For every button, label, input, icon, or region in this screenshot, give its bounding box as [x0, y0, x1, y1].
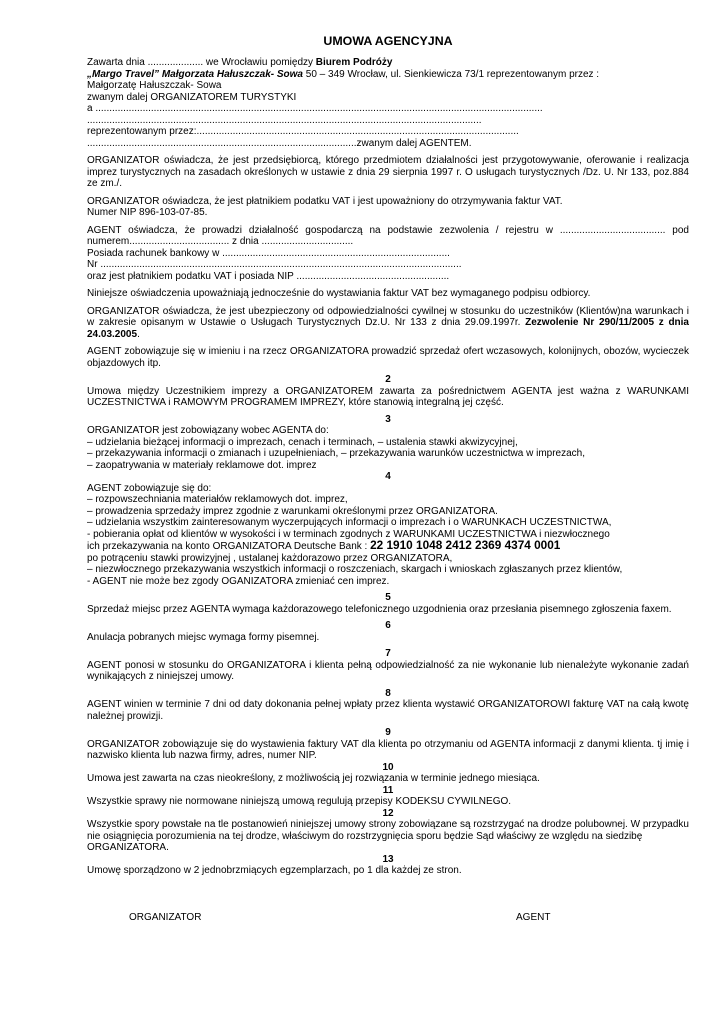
section-4-line: - pobierania opłat od klientów w wysokości i w terminach zgodnych z WARUNKAMI UCZESTNICTWA i niezwłocznego [87, 528, 610, 540]
section-5-text: Sprzedaż miejsc przez AGENTA wymaga każdorazowego telefonicznego uzgodnienia oraz przesłania pisemnego zgłoszenia faxem. [87, 603, 672, 615]
section-12-text: Wszystkie spory powstałe na tle postanowień niniejszej umowy strony zobowiązane są rozstrzygać na drodze polubownej. W przypadku nie osiągnięcia porozumienia na tej drodze, właściwym do rozstrzygnięcia sporu będzie Sąd właściwy ze względu na siedzibę ORGANIZATORA. [87, 819, 689, 853]
permit-period: . [137, 328, 140, 340]
section-number-10: 10 [382, 761, 394, 773]
section-number-4: 4 [385, 471, 391, 482]
section-13-text: Umowę sporządzono w 2 jednobrzmiących egzemplarzach, po 1 dla każdej ze stron. [87, 865, 462, 876]
sales-obligation: AGENT zobowiązuje się w imieniu i na rzecz ORGANIZATORA prowadzić sprzedaż ofert wczasowych, kolonijnych, obozów, wycieczek objazdowych itp. [87, 346, 689, 369]
invoice-authorization: Niniejsze oświadczenia upoważniają jednocześnie do wystawiania faktur VAT bez wymaganego podpisu odbiorcy. [87, 288, 591, 299]
section-number-11: 11 [382, 784, 394, 796]
section-number-3: 3 [385, 413, 391, 425]
section-3-line: – zaopatrywania w materiały reklamowe dot. imprez [87, 459, 317, 471]
organizer-signature-label: ORGANIZATOR [129, 912, 202, 923]
section-4-line: AGENT zobowiązuje się do: [87, 482, 212, 494]
section-number-8: 8 [385, 687, 391, 699]
section-3-line: – udzielania bieżącej informacji o imprezach, cenach i terminach, – ustalenia stawki akwizycyjnej, [87, 436, 518, 448]
bank-account-number: 22 1910 1048 2412 2369 4374 0001 [370, 538, 561, 552]
section-8-text: AGENT winien w terminie 7 dni od daty dokonania pełnej wpłaty przez klienta wystawić ORGANIZATOROWI fakturę VAT na całą kwotę należnej prowizji. [87, 699, 689, 722]
agent-designation: .................................................................................................zwanym dalej AGENTEM. [87, 137, 472, 149]
organizer-declaration: ORGANIZATOR oświadcza, że jest przedsiębiorcą, którego przedmiotem działalności jest przygotowywanie, oferowanie i realizacja imprez turystycznych na zasadach określonych w ustawie z dnia 29 sierpnia 1997 r. O usługach turystycznych /Dz. U. Nr 133, poz.884 ze zm./. [87, 155, 689, 189]
agent-declaration: AGENT oświadcza, że prowadzi działalność gospodarczą na podstawie zezwolenia / rejestru w ...................................... pod numerem.................................... z dnia ................................. [87, 224, 689, 247]
section-9-text: ORGANIZATOR zobowiązuje się do wystawienia faktury VAT dla klienta po otrzymaniu od AGENTA informacji z danymi klienta. tj imię i nazwisko klienta lub nazwa firmy, adres, numer NIP. [87, 738, 689, 761]
section-number-7: 7 [385, 648, 391, 659]
section-3-line: ORGANIZATOR jest zobowiązany wobec AGENTA do: [87, 425, 329, 436]
section-number-5: 5 [385, 592, 391, 603]
section-number-6: 6 [385, 620, 391, 631]
section-10-text: Umowa jest zawarta na czas nieokreślony, z możliwością jej rozwiązania w terminie jednego miesiąca. [87, 773, 540, 784]
section-7-text: AGENT ponosi w stosunku do ORGANIZATORA i klienta pełną odpowiedzialność za nie wykonanie lub nienależyte wykonanie zadań wynikających z niniejszej umowy. [87, 659, 689, 682]
company-address: 50 – 349 Wrocław, ul. Sienkiewicza 73/1 reprezentowanym przez : [303, 68, 600, 80]
insurance-declaration [87, 306, 689, 341]
section-number-2: 2 [385, 374, 391, 385]
bank-account-label: ich przekazywania na konto ORGANIZATORA Deutsche Bank : [87, 541, 371, 552]
agent-address-blank: .............................................................................................................................................. [87, 114, 482, 126]
parties-section [87, 57, 689, 149]
agent-representative-blank: reprezentowanym przez:.................................................................................................................... [87, 126, 519, 137]
agent-name-blank: a ................................................................................................................................................................. [87, 103, 543, 114]
organizer-designation: zwanym dalej ORGANIZATOREM TURYSTYKI [87, 91, 297, 103]
section-4-line: – rozpowszechniania materiałów reklamowych dot. imprez, [87, 494, 348, 505]
section-3-line: – przekazywania informacji o zmianach i uzupełnieniach, – przekazywania warunków uczestnictwa w imprezach, [87, 448, 586, 459]
agent-nip-blank: oraz jest płatnikiem podatku VAT i posiada NIP ....................................................... [87, 270, 450, 282]
agent-bank-blank: Posiada rachunek bankowy w .................................................................................. [87, 247, 450, 259]
agent-account-blank: Nr .................................................................................................................................. [87, 259, 462, 270]
section-4-line: po potrąceniu stawki prowizyjnej , ustalanej każdorazowo przez ORGANIZATORA, [87, 552, 453, 564]
section-6-text: Anulacja pobranych miejsc wymaga formy pisemnej. [87, 631, 320, 643]
section-2-text: Umowa między Uczestnikiem imprezy a ORGANIZATOREM zawarta za pośrednictwem AGENTA jest ważna z WARUNKAMI UCZESTNICTWA i RAMOWYM PROGRAMEM IMPREZY, które stanowią integralną jej część. [87, 385, 689, 408]
bank-account-line [87, 540, 689, 553]
section-number-12: 12 [382, 807, 394, 819]
section-11-text: Wszystkie sprawy nie normowane niniejszą umową regulują przepisy KODEKSU CYWILNEGO. [87, 796, 512, 807]
agent-signature-label: AGENT [516, 912, 551, 923]
section-number-13: 13 [382, 853, 394, 865]
company-name: „Margo Travel” Małgorzata Hałuszczak- Sowa [87, 68, 303, 80]
vat-declaration: ORGANIZATOR oświadcza, że jest płatnikiem podatku VAT i jest upoważniony do otrzymywania faktur VAT. [87, 195, 563, 207]
insurance-text: ORGANIZATOR oświadcza, że jest ubezpieczony od odpowiedzialności cywilnej w stosunku do uczestników (Klientów)na warunkach i w zakresie opisanym w Ustawie o Usługach Turystycznych Dz.U. Nr 133 z dnia 29.09.1997r. [87, 305, 689, 328]
nip-number: Numer NIP 896-103-07-85. [87, 207, 208, 218]
section-4-line: – udzielania wszystkim zainteresowanym wyczerpujących informacji o imprezach i o WARUNKACH UCZESTNICTWA, [87, 517, 612, 528]
section-4-line: - AGENT nie może bez zgody OGANIZATORA zmieniać cen imprez. [87, 575, 390, 587]
permit-number: Zezwolenie Nr 290/11/2005 z dnia 24.03.2005 [87, 317, 689, 340]
company-label: Biurem Podróży [315, 57, 393, 68]
agreement-document [87, 34, 689, 877]
representative-name: Małgorzatę Hałuszczak- Sowa [87, 80, 222, 91]
intro-line-1 [87, 57, 689, 69]
intro-line-2 [87, 69, 689, 81]
section-number-9: 9 [385, 727, 391, 738]
section-4-line: – prowadzenia sprzedaży imprez zgodnie z warunkami określonymi przez ORGANIZATORA. [87, 505, 498, 517]
section-4-line: – niezwłocznego przekazywania wszystkich informacji o roszczeniach, skargach i wnioskach zgłaszanych przez klientów, [87, 564, 623, 575]
intro-date-text: Zawarta dnia .................... we Wrocławiu pomiędzy [87, 57, 316, 68]
document-title: UMOWA AGENCYJNA [323, 34, 453, 48]
